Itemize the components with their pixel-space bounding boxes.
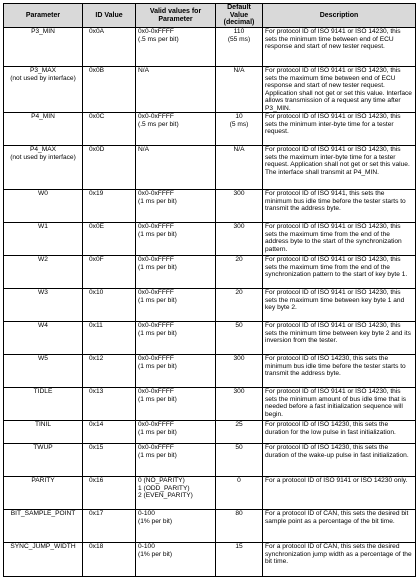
cell-valid-values <box>136 444 216 477</box>
cell-id-value: 0x0A <box>83 28 136 67</box>
cell-valid-values-line: (1 ms per bit) <box>138 263 177 271</box>
cell-parameter <box>4 477 83 510</box>
cell-valid-values-line: 0 (NO_PARITY) <box>138 477 185 485</box>
cell-default-value <box>216 421 263 444</box>
cell-default-value <box>216 146 263 190</box>
cell-valid-values-line: (.5 ms per bit) <box>138 35 179 43</box>
cell-default-value <box>216 256 263 289</box>
cell-valid-values <box>136 146 216 190</box>
cell-default-value <box>216 510 263 543</box>
header-parameter: Parameter <box>4 4 83 28</box>
cell-id-value: 0x18 <box>83 543 136 577</box>
cell-valid-values-line: (1% per bit) <box>138 550 173 558</box>
cell-parameter <box>4 388 83 421</box>
cell-default-value <box>216 223 263 256</box>
cell-default-value-line: 110 <box>233 28 245 35</box>
cell-description: For protocol ID of ISO 9141 or ISO 14230, this sets the minimum inter-byte time for a tester request. <box>263 113 416 146</box>
table-row <box>4 421 416 444</box>
table-row <box>4 146 416 190</box>
cell-valid-values-line: (.5 ms per bit) <box>138 120 179 128</box>
parameter-table-container <box>3 3 415 566</box>
cell-parameter-line: P3_MIN <box>31 28 55 35</box>
cell-default-value-line: 20 <box>235 289 243 297</box>
cell-parameter-line: (not used by interface) <box>10 153 76 161</box>
cell-valid-values-line: (1 ms per bit) <box>138 451 177 459</box>
cell-description: For protocol ID of ISO 9141 or ISO 14230, this sets the minimum time between key byte 2 and its inversion from the tester. <box>263 322 416 355</box>
cell-id-value: 0x0E <box>83 223 136 256</box>
cell-default-value-line: 300 <box>233 388 245 396</box>
cell-parameter-line: SYNC_JUMP_WIDTH <box>10 543 76 551</box>
cell-valid-values-line: 0x0-0xFFFF <box>138 355 174 363</box>
cell-id-value: 0x0C <box>83 113 136 146</box>
cell-valid-values <box>136 355 216 388</box>
cell-description: For protocol ID of ISO 9141 or ISO 14230, this sets the minimum amount of bus idle time that is needed before a fast initialization sequence will begin. <box>263 388 416 421</box>
cell-parameter-line: PARITY <box>31 477 55 485</box>
cell-valid-values-line: (1 ms per bit) <box>138 197 177 205</box>
cell-valid-values-line: 0x0-0xFFFF <box>138 113 174 121</box>
cell-parameter-line: P3_MAX <box>29 67 57 74</box>
cell-valid-values-line: (1% per bit) <box>138 517 173 525</box>
cell-default-value-line: 300 <box>233 355 245 363</box>
cell-default-value-line: 80 <box>235 510 243 518</box>
cell-valid-values-line: (1 ms per bit) <box>138 329 177 337</box>
cell-valid-values-line: 0x0-0xFFFF <box>138 444 174 452</box>
table-row <box>4 113 416 146</box>
header-default-value-line: Default <box>227 4 251 12</box>
cell-valid-values-line: N/A <box>138 146 149 154</box>
cell-valid-values-line: 0x0-0xFFFF <box>138 28 174 35</box>
cell-id-value: 0x0D <box>83 146 136 190</box>
cell-parameter <box>4 113 83 146</box>
table-row <box>4 444 416 477</box>
cell-valid-values-line: 0x0-0xFFFF <box>138 322 174 330</box>
cell-valid-values <box>136 388 216 421</box>
table-row <box>4 67 416 113</box>
cell-default-value-line: 300 <box>233 190 245 198</box>
cell-valid-values-line: 0x0-0xFFFF <box>138 256 174 264</box>
table-row <box>4 28 416 67</box>
cell-description: For a protocol ID of ISO 9141 or ISO 14230 only. <box>263 477 416 510</box>
cell-parameter-line: (not used by interface) <box>10 74 76 82</box>
cell-valid-values <box>136 289 216 322</box>
cell-id-value: 0x13 <box>83 388 136 421</box>
cell-valid-values-line: 0x0-0xFFFF <box>138 388 174 396</box>
cell-id-value: 0x0F <box>83 256 136 289</box>
cell-parameter <box>4 421 83 444</box>
cell-parameter-line: TWUP <box>33 444 53 452</box>
table-row <box>4 477 416 510</box>
cell-default-value-line: 15 <box>235 543 243 551</box>
cell-valid-values-line: 0x0-0xFFFF <box>138 223 174 231</box>
cell-valid-values-line: N/A <box>138 67 149 74</box>
cell-default-value <box>216 28 263 67</box>
cell-parameter <box>4 256 83 289</box>
header-description: Description <box>263 4 416 28</box>
cell-parameter-line: TINIL <box>34 421 52 429</box>
table-body <box>4 28 416 577</box>
cell-description: For protocol ID of ISO 9141 or ISO 14230, this sets the maximum time between key byte 1 and key byte 2. <box>263 289 416 322</box>
cell-description: For a protocol ID of CAN, this sets the desired bit sample point as a percentage of the bit time. <box>263 510 416 543</box>
cell-valid-values <box>136 543 216 577</box>
cell-parameter <box>4 223 83 256</box>
cell-parameter-line: BIT_SAMPLE_POINT <box>10 510 76 518</box>
cell-parameter-line: W4 <box>38 322 48 330</box>
cell-valid-values-line: 0x0-0xFFFF <box>138 190 174 198</box>
table-row <box>4 190 416 223</box>
cell-valid-values-line: (1 ms per bit) <box>138 362 177 370</box>
cell-id-value: 0x10 <box>83 289 136 322</box>
cell-default-value-line: N/A <box>233 67 245 74</box>
parameter-table <box>3 3 416 577</box>
cell-default-value <box>216 289 263 322</box>
cell-default-value-line: 25 <box>235 421 243 429</box>
cell-parameter <box>4 146 83 190</box>
cell-default-value <box>216 477 263 510</box>
cell-parameter <box>4 190 83 223</box>
table-row <box>4 388 416 421</box>
cell-description: For protocol ID of ISO 14230, this sets the duration of the wake-up pulse in fast initialization. <box>263 444 416 477</box>
cell-parameter <box>4 543 83 577</box>
cell-parameter <box>4 28 83 67</box>
cell-parameter-line: W2 <box>38 256 48 264</box>
cell-id-value: 0x0B <box>83 67 136 113</box>
cell-default-value-line: 300 <box>233 223 245 231</box>
cell-default-value-line: 0 <box>237 477 241 485</box>
cell-description: For protocol ID of ISO 9141 or ISO 14230, this sets the maximum time from the end of the synchronization pattern to the start of key byte 1. <box>263 256 416 289</box>
cell-description: For protocol ID of ISO 14230, this sets the minimum bus idle time before the tester starts to transmit the address byte. <box>263 355 416 388</box>
cell-valid-values <box>136 421 216 444</box>
cell-id-value: 0x14 <box>83 421 136 444</box>
cell-valid-values-line: 0x0-0xFFFF <box>138 421 174 429</box>
cell-id-value: 0x11 <box>83 322 136 355</box>
cell-id-value: 0x15 <box>83 444 136 477</box>
cell-id-value: 0x12 <box>83 355 136 388</box>
cell-parameter <box>4 510 83 543</box>
cell-default-value <box>216 113 263 146</box>
cell-parameter-line: W0 <box>38 190 48 198</box>
cell-description: For protocol ID of ISO 9141 or ISO 14230, this sets the maximum time from the end of the address byte to the start of the synchronization pattern. <box>263 223 416 256</box>
cell-valid-values-line: 0x0-0xFFFF <box>138 289 174 297</box>
cell-default-value-line: (5 ms) <box>229 120 249 128</box>
cell-default-value-line: 20 <box>235 256 243 264</box>
cell-parameter-line: P4_MIN <box>31 113 55 121</box>
cell-parameter-line: P4_MAX <box>29 146 57 154</box>
header-default-value <box>216 4 263 28</box>
cell-default-value <box>216 543 263 577</box>
cell-valid-values-line: 0-100 <box>138 510 155 518</box>
cell-description: For protocol ID of ISO 9141 or ISO 14230, this sets the maximum inter-byte time for a tester request. Application shall not get or set this value. The interface shall transmit at P4_MIN. <box>263 146 416 190</box>
header-default-value-line: Value <box>229 11 249 19</box>
cell-valid-values <box>136 322 216 355</box>
table-row <box>4 322 416 355</box>
cell-id-value: 0x16 <box>83 477 136 510</box>
header-valid-values <box>136 4 216 28</box>
cell-valid-values-line: 2 (EVEN_PARITY) <box>138 492 193 500</box>
table-row <box>4 256 416 289</box>
cell-default-value <box>216 388 263 421</box>
cell-parameter-line: TIDLE <box>33 388 53 396</box>
header-default-value-line: (decimal) <box>223 19 255 27</box>
cell-valid-values-line: (1 ms per bit) <box>138 395 177 403</box>
cell-default-value <box>216 67 263 113</box>
cell-default-value-line: 10 <box>235 113 243 121</box>
cell-parameter <box>4 322 83 355</box>
table-row <box>4 223 416 256</box>
table-row <box>4 543 416 577</box>
table-row <box>4 289 416 322</box>
cell-id-value: 0x19 <box>83 190 136 223</box>
cell-id-value: 0x17 <box>83 510 136 543</box>
cell-default-value <box>216 355 263 388</box>
cell-valid-values-line: (1 ms per bit) <box>138 428 177 436</box>
table-row <box>4 355 416 388</box>
cell-parameter <box>4 289 83 322</box>
cell-valid-values <box>136 113 216 146</box>
cell-parameter <box>4 444 83 477</box>
cell-valid-values <box>136 28 216 67</box>
header-valid-values-line: Parameter <box>158 15 193 23</box>
header-id-value: ID Value <box>83 4 136 28</box>
cell-parameter-line: W3 <box>38 289 48 297</box>
cell-valid-values <box>136 256 216 289</box>
cell-default-value <box>216 190 263 223</box>
cell-description: For protocol ID of ISO 9141 or ISO 14230, this sets the minimum time between end of ECU response and start of new tester request. <box>263 28 416 67</box>
cell-valid-values-line: 0-100 <box>138 543 155 551</box>
cell-default-value-line: 50 <box>235 444 243 452</box>
cell-valid-values <box>136 477 216 510</box>
cell-default-value <box>216 322 263 355</box>
cell-default-value-line: N/A <box>233 146 245 154</box>
cell-default-value-line: 50 <box>235 322 243 330</box>
cell-parameter-line: W1 <box>38 223 48 231</box>
table-row <box>4 510 416 543</box>
cell-default-value-line: (55 ms) <box>227 35 251 43</box>
cell-parameter <box>4 355 83 388</box>
cell-valid-values <box>136 67 216 113</box>
cell-description: For protocol ID of ISO 14230, this sets the duration for the low pulse in fast initialization. <box>263 421 416 444</box>
cell-description: For a protocol ID of CAN, this sets the desired synchronization jump width as a percentage of the bit time. <box>263 543 416 577</box>
cell-valid-values-line: (1 ms per bit) <box>138 230 177 238</box>
cell-valid-values <box>136 223 216 256</box>
cell-valid-values-line: 1 (ODD_PARITY) <box>138 484 190 492</box>
cell-valid-values <box>136 190 216 223</box>
cell-parameter-line: W5 <box>38 355 48 363</box>
cell-parameter <box>4 67 83 113</box>
cell-valid-values-line: (1 ms per bit) <box>138 296 177 304</box>
header-row <box>4 4 416 28</box>
cell-default-value <box>216 444 263 477</box>
cell-description: For protocol ID of ISO 9141, this sets the minimum bus idle time before the tester starts to transmit the address byte. <box>263 190 416 223</box>
header-valid-values-line: Valid values for <box>149 7 202 15</box>
cell-valid-values <box>136 510 216 543</box>
cell-description: For protocol ID of ISO 9141 or ISO 14230, this sets the maximum time between end of ECU response and start of new tester request. Application shall not get or set this value. Interface allows transmission of a request any time after P3_MIN. <box>263 67 416 113</box>
